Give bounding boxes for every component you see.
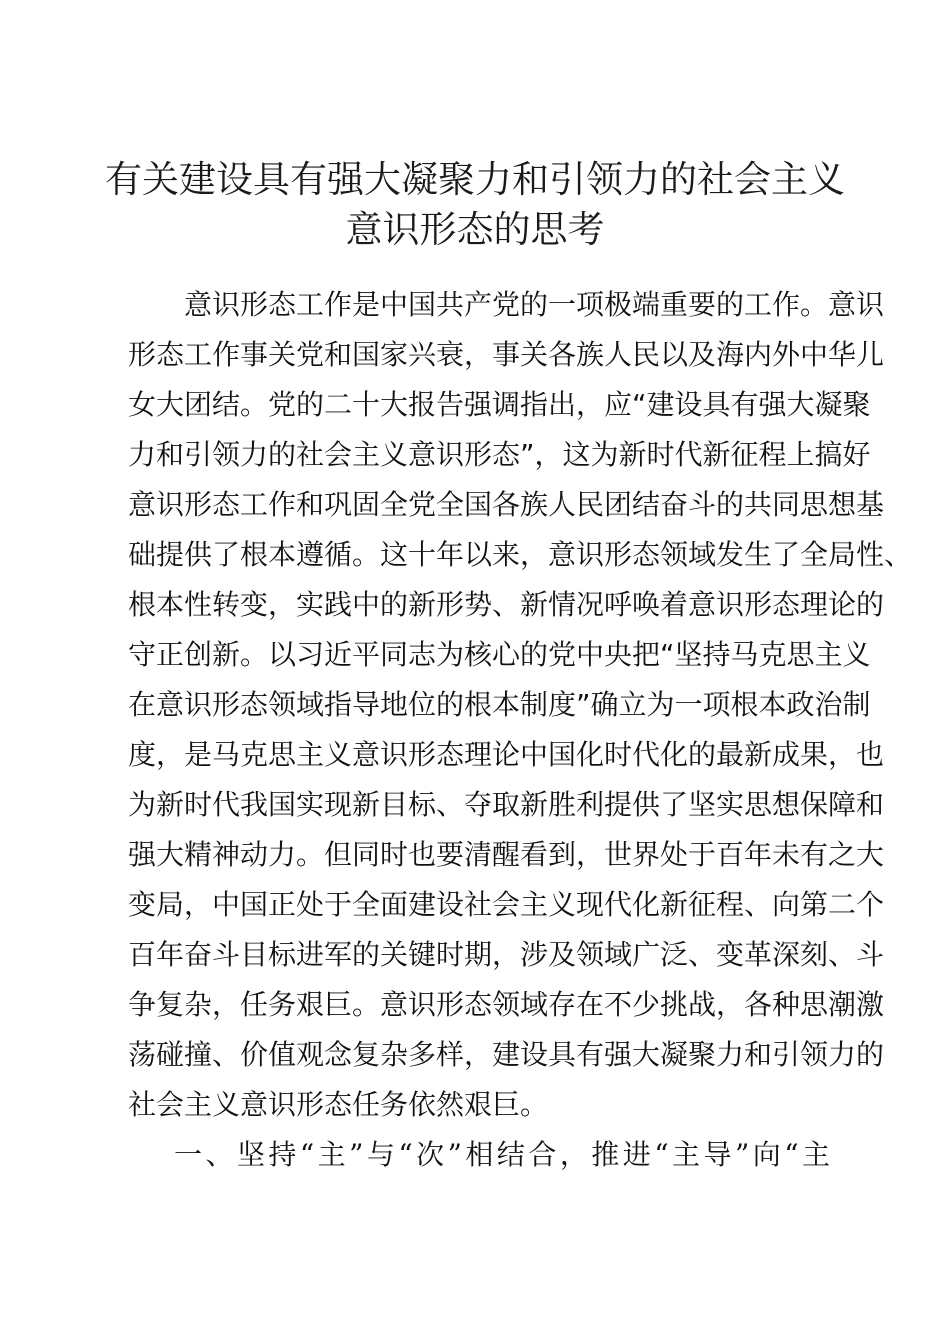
paragraph-line: 意识形态工作和巩固全党全国各族人民团结奋斗的共同思想基 xyxy=(128,488,885,521)
paragraph-line: 守正创新。以习近平同志为核心的党中央把“坚持马克思主义 xyxy=(128,638,871,671)
paragraph-line: 在意识形态领域指导地位的根本制度”确立为一项根本政治制 xyxy=(128,688,871,721)
paragraph-line: 形态工作事关党和国家兴衰，事关各族人民以及海内外中华儿 xyxy=(128,338,885,371)
paragraph-line: 争复杂，任务艰巨。意识形态领域存在不少挑战，各种思潮激 xyxy=(128,988,885,1021)
paragraph-line: 强大精神动力。但同时也要清醒看到，世界处于百年未有之大 xyxy=(128,838,885,871)
paragraph-line: 力和引领力的社会主义意识形态”，这为新时代新征程上搞好 xyxy=(128,438,871,471)
paragraph-line: 础提供了根本遵循。这十年以来，意识形态领域发生了全局性、 xyxy=(128,538,913,571)
paragraph-line: 意识形态工作是中国共产党的一项极端重要的工作。意识 xyxy=(184,288,885,321)
paragraph-line: 度，是马克思主义意识形态理论中国化时代化的最新成果，也 xyxy=(128,738,885,771)
document-title-line-2: 意识形态的思考 xyxy=(345,208,605,251)
paragraph-line: 变局，中国正处于全面建设社会主义现代化新征程、向第二个 xyxy=(128,888,885,921)
paragraph-line: 女大团结。党的二十大报告强调指出，应“建设具有强大凝聚 xyxy=(128,388,871,421)
paragraph-line: 根本性转变，实践中的新形势、新情况呼唤着意识形态理论的 xyxy=(128,588,885,621)
paragraph-line: 为新时代我国实现新目标、夺取新胜利提供了坚实思想保障和 xyxy=(128,788,885,821)
document-title-line-1: 有关建设具有强大凝聚力和引领力的社会主义 xyxy=(105,158,845,201)
paragraph-line: 荡碰撞、价值观念复杂多样，建设具有强大凝聚力和引领力的 xyxy=(128,1038,885,1071)
section-heading: 一、坚持“主”与“次”相结合，推进“主导”向“主 xyxy=(174,1138,830,1171)
paragraph-line: 百年奋斗目标进军的关键时期，涉及领域广泛、变革深刻、斗 xyxy=(128,938,885,971)
paragraph-line: 社会主义意识形态任务依然艰巨。 xyxy=(128,1088,549,1121)
